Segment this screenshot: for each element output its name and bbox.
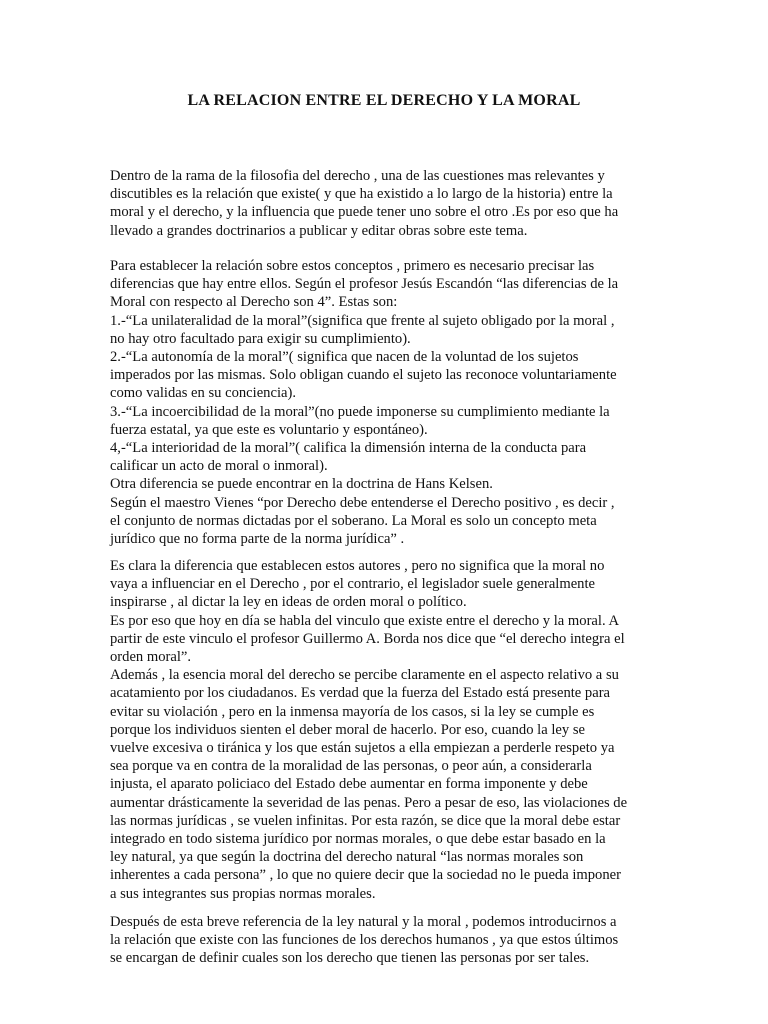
- text-line: se encargan de definir cuales son los derecho que tienen las personas por ser tales.: [110, 950, 590, 967]
- paragraph-intro: [110, 167, 670, 240]
- text-line: fuerza estatal, ya que este es voluntario y espontáneo).: [110, 421, 428, 438]
- text-line: la relación que existe con las funciones de los derechos humanos , ya que estos últimos: [110, 932, 619, 949]
- text-line: a sus integrantes sus propias normas morales.: [110, 885, 376, 902]
- text-line: Es clara la diferencia que establecen estos autores , pero no significa que la moral no: [110, 558, 605, 574]
- text-line: aumentar drásticamente la severidad de las penas. Pero a pesar de eso, las violaciones de: [110, 794, 628, 811]
- text-line: jurídico que no forma parte de la norma jurídica” .: [110, 531, 405, 548]
- text-line: Además , la esencia moral del derecho se percibe claramente en el aspecto relativo a su: [110, 667, 619, 684]
- text-line: Dentro de la rama de la filosofia del derecho , una de las cuestiones mas relevantes y: [110, 168, 605, 184]
- text-line: llevado a grandes doctrinarios a publicar y editar obras sobre este tema.: [110, 222, 528, 239]
- text-line: no hay otro facultado para exigir su cumplimiento).: [110, 330, 411, 347]
- text-line: discutibles es la relación que existe( y que ha existido a lo largo de la historia) entre la: [110, 186, 613, 203]
- text-line: inherentes a cada persona” , lo que no quiere decir que la sociedad no le pueda imponer: [110, 867, 621, 884]
- text-line: integrado en todo sistema jurídico por normas morales, o que debe estar basado en la: [110, 831, 606, 848]
- text-line: Moral con respecto al Derecho son 4”. Estas son:: [110, 294, 398, 311]
- text-line: evitar su violación , pero en la inmensa mayoría de los casos, si la ley se cumple es: [110, 703, 595, 720]
- text-line: inspirarse , al dictar la ley en ideas de orden moral o político.: [110, 594, 467, 611]
- text-line: imperados por las mismas. Solo obligan cuando el sujeto las reconoce voluntariamente: [110, 367, 617, 384]
- text-line: vuelve excesiva o tiránica y los que están sujetos a ella empiezan a perderle respeto ya: [110, 740, 615, 757]
- text-line: injusta, el aparato policiaco del Estado debe aumentar en forma imponente y debe: [110, 776, 588, 793]
- text-line: 2.-“La autonomía de la moral”( significa que nacen de la voluntad de los sujetos: [110, 349, 579, 366]
- text-line: 3.-“La incoercibilidad de la moral”(no puede imponerse su cumplimiento mediante la: [110, 403, 610, 420]
- text-line: Después de esta breve referencia de la ley natural y la moral , podemos introducirnos a: [110, 914, 617, 930]
- text-line: ley natural, ya que según la doctrina del derecho natural “las normas morales son: [110, 849, 584, 866]
- text-line: 4,-“La interioridad de la moral”( califica la dimensión interna de la conducta para: [110, 440, 587, 457]
- text-line: moral y el derecho, y la influencia que puede tener uno sobre el otro .Es por eso que ha: [110, 204, 619, 221]
- text-line: calificar un acto de moral o inmoral).: [110, 458, 328, 475]
- text-line: vaya a influenciar en el Derecho , por el contrario, el legislador suele generalmente: [110, 576, 596, 593]
- text-line: porque los individuos sienten el deber moral de hacerlo. Por eso, cuando la ley se: [110, 721, 585, 738]
- text-line: acatamiento por los ciudadanos. Es verdad que la fuerza del Estado está presente para: [110, 685, 611, 702]
- text-line: Es por eso que hoy en día se habla del vinculo que existe entre el derecho y la moral. A: [110, 612, 619, 629]
- text-line: el conjunto de normas dictadas por el soberano. La Moral es solo un concepto meta: [110, 512, 597, 529]
- text-line: orden moral”.: [110, 649, 192, 666]
- document-title: LA RELACION ENTRE EL DERECHO Y LA MORAL: [187, 92, 581, 109]
- paragraph-differences: [110, 257, 670, 548]
- text-line: las normas jurídicas , se vuelen infinitas. Por esta razón, se dice que la moral debe estar: [110, 812, 621, 829]
- paragraph-relation: [110, 557, 670, 903]
- text-line: partir de este vinculo el profesor Guillermo A. Borda nos dice que “el derecho integra el: [110, 630, 625, 647]
- text-line: 1.-“La unilateralidad de la moral”(significa que frente al sujeto obligado por la moral ,: [110, 312, 615, 329]
- text-line: diferencias que hay entre ellos. Según el profesor Jesús Escandón “las diferencias de la: [110, 276, 619, 293]
- text-line: como validas en su conciencia).: [110, 385, 296, 402]
- text-line: sea porque va en contra de la moralidad de las personas, o peor aún, a considerarla: [110, 758, 592, 775]
- text-line: Según el maestro Vienes “por Derecho debe entenderse el Derecho positivo , es decir ,: [110, 494, 615, 511]
- paragraph-conclusion: [110, 913, 670, 968]
- text-line: Para establecer la relación sobre estos conceptos , primero es necesario precisar las: [110, 258, 595, 274]
- text-line: Otra diferencia se puede encontrar en la doctrina de Hans Kelsen.: [110, 476, 493, 493]
